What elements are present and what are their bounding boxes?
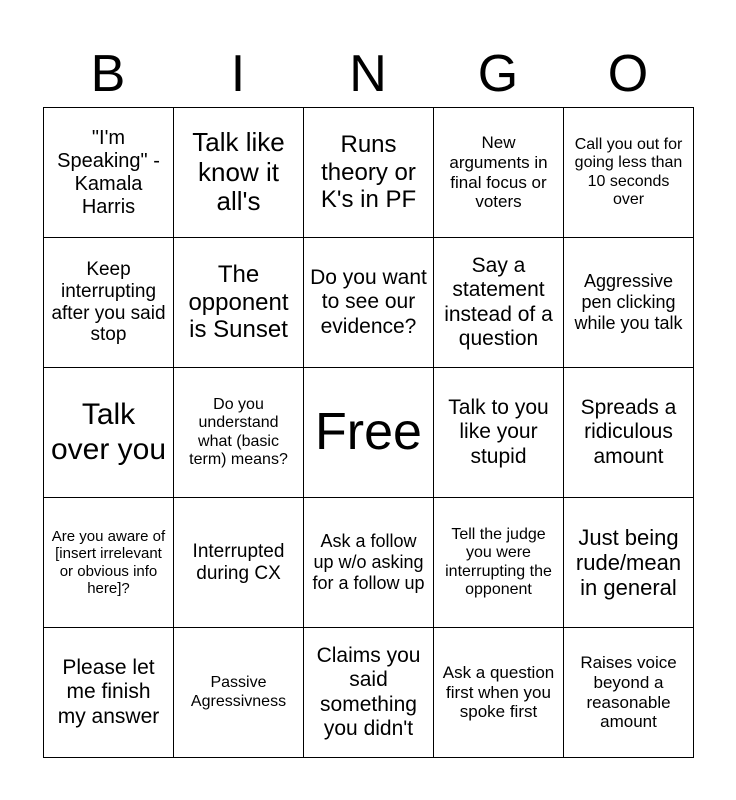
bingo-cell[interactable]: Do you want to see our evidence? [304,238,434,368]
bingo-cell[interactable]: Say a statement instead of a question [434,238,564,368]
bingo-cell[interactable]: Spreads a ridiculous amount [564,368,694,498]
bingo-cell[interactable]: Talk like know it all's [174,108,304,238]
board-row [44,238,694,368]
bingo-cell[interactable]: Interrupted during CX [174,498,304,628]
board-row [44,108,694,238]
bingo-cell[interactable]: Aggressive pen clicking while you talk [564,238,694,368]
bingo-cell[interactable]: Do you understand what (basic term) means? [174,368,304,498]
bingo-cell[interactable]: Claims you said something you didn't [304,628,434,758]
bingo-cell[interactable]: Runs theory or K's in PF [304,108,434,238]
bingo-board [43,107,694,758]
header-letter-b: B [90,45,126,103]
bingo-cell[interactable]: "I'm Speaking" - Kamala Harris [44,108,174,238]
bingo-cell[interactable]: Talk over you [44,368,174,498]
header-letter-o: O [607,45,649,103]
bingo-cell[interactable]: Ask a follow up w/o asking for a follow up [304,498,434,628]
bingo-cell[interactable]: New arguments in final focus or voters [434,108,564,238]
board-row [44,498,694,628]
board-row [44,628,694,758]
bingo-cell[interactable]: Call you out for going less than 10 seconds over [564,108,694,238]
bingo-cell[interactable]: The opponent is Sunset [174,238,304,368]
bingo-cell[interactable]: Passive Agressivness [174,628,304,758]
bingo-cell[interactable]: Are you aware of [insert irrelevant or obvious info here]? [44,498,174,628]
header-letter-g: G [477,45,519,103]
header-letter-i: I [230,45,246,103]
free-space-cell[interactable]: Free [304,368,434,498]
bingo-cell[interactable]: Tell the judge you were interrupting the opponent [434,498,564,628]
bingo-cell[interactable]: Please let me finish my answer [44,628,174,758]
header-letter-n: N [349,45,387,103]
bingo-cell[interactable]: Talk to you like your stupid [434,368,564,498]
bingo-header [43,40,693,108]
bingo-cell[interactable]: Keep interrupting after you said stop [44,238,174,368]
bingo-cell[interactable]: Just being rude/mean in general [564,498,694,628]
bingo-cell[interactable]: Ask a question first when you spoke first [434,628,564,758]
bingo-cell[interactable]: Raises voice beyond a reasonable amount [564,628,694,758]
board-row [44,368,694,498]
